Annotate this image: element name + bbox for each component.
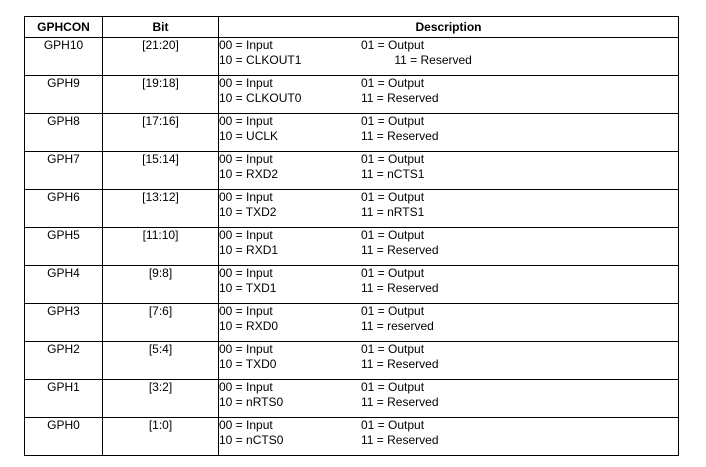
- bit-cell: [7:6]: [103, 304, 219, 342]
- desc-alt-function: 10 = RXD1: [219, 243, 279, 257]
- desc-alt-function: 10 = TXD1: [219, 281, 277, 295]
- bit-cell: [1:0]: [103, 418, 219, 456]
- desc-input: 00 = Input: [219, 418, 273, 432]
- header-description: Description: [219, 17, 679, 38]
- desc-output: 01 = Output: [361, 38, 425, 52]
- table-row: [25, 228, 679, 266]
- description-cell: [219, 228, 679, 266]
- desc-reserved: 11 = Reserved: [361, 395, 439, 409]
- description-cell: [219, 190, 679, 228]
- signal-cell: GPH0: [25, 418, 103, 456]
- signal-cell: GPH7: [25, 152, 103, 190]
- signal-cell: GPH5: [25, 228, 103, 266]
- desc-output: 01 = Output: [361, 190, 425, 204]
- signal-cell: GPH4: [25, 266, 103, 304]
- description-cell: [219, 304, 679, 342]
- bit-cell: [19:18]: [103, 76, 219, 114]
- description-cell: [219, 380, 679, 418]
- desc-output: 01 = Output: [361, 76, 425, 90]
- table-row: [25, 190, 679, 228]
- bit-cell: [5:4]: [103, 342, 219, 380]
- table-row: [25, 38, 679, 76]
- bit-cell: [9:8]: [103, 266, 219, 304]
- desc-input: 00 = Input: [219, 38, 273, 52]
- table-row: [25, 152, 679, 190]
- desc-alt-function: 10 = nCTS0: [219, 433, 284, 447]
- desc-output: 01 = Output: [361, 266, 425, 280]
- bit-cell: [3:2]: [103, 380, 219, 418]
- desc-reserved: 11 = Reserved: [361, 281, 439, 295]
- desc-alt-function: 10 = RXD0: [219, 319, 279, 333]
- description-cell: [219, 76, 679, 114]
- desc-input: 00 = Input: [219, 228, 273, 242]
- signal-cell: GPH10: [25, 38, 103, 76]
- desc-input: 00 = Input: [219, 266, 273, 280]
- table-row: [25, 342, 679, 380]
- description-cell: [219, 38, 679, 76]
- desc-reserved: 11 = Reserved: [361, 129, 439, 143]
- desc-reserved: 11 = Reserved: [361, 433, 439, 447]
- table-row: [25, 76, 679, 114]
- header-bit: Bit: [103, 17, 219, 38]
- desc-input: 00 = Input: [219, 304, 273, 318]
- desc-reserved: 11 = reserved: [361, 319, 434, 333]
- desc-output: 01 = Output: [361, 304, 425, 318]
- desc-reserved: 11 = Reserved: [361, 91, 439, 105]
- table-row: [25, 380, 679, 418]
- description-cell: [219, 152, 679, 190]
- table-row: [25, 304, 679, 342]
- bit-cell: [15:14]: [103, 152, 219, 190]
- desc-reserved: 11 = Reserved: [361, 243, 439, 257]
- bit-cell: [21:20]: [103, 38, 219, 76]
- bit-cell: [11:10]: [103, 228, 219, 266]
- desc-output: 01 = Output: [361, 380, 425, 394]
- table-row: [25, 114, 679, 152]
- signal-cell: GPH8: [25, 114, 103, 152]
- description-cell: [219, 342, 679, 380]
- desc-output: 01 = Output: [361, 152, 425, 166]
- signal-cell: GPH1: [25, 380, 103, 418]
- signal-cell: GPH2: [25, 342, 103, 380]
- desc-reserved: 11 = nRTS1: [361, 205, 425, 219]
- desc-input: 00 = Input: [219, 380, 273, 394]
- desc-alt-function: 10 = TXD2: [219, 205, 277, 219]
- signal-cell: GPH3: [25, 304, 103, 342]
- desc-alt-function: 10 = UCLK: [219, 129, 279, 143]
- desc-input: 00 = Input: [219, 76, 273, 90]
- desc-output: 01 = Output: [361, 228, 425, 242]
- register-table: [24, 16, 679, 456]
- header-gphcon: GPHCON: [25, 17, 103, 38]
- desc-alt-function: 10 = nRTS0: [219, 395, 284, 409]
- desc-output: 01 = Output: [361, 342, 425, 356]
- desc-alt-function: 10 = CLKOUT1: [219, 53, 302, 67]
- desc-reserved: 11 = Reserved: [361, 53, 472, 67]
- desc-input: 00 = Input: [219, 190, 273, 204]
- desc-reserved: 11 = Reserved: [361, 357, 439, 371]
- desc-input: 00 = Input: [219, 152, 273, 166]
- desc-output: 01 = Output: [361, 114, 425, 128]
- table-header-row: [25, 17, 679, 38]
- desc-input: 00 = Input: [219, 342, 273, 356]
- description-cell: [219, 266, 679, 304]
- bit-cell: [13:12]: [103, 190, 219, 228]
- desc-output: 01 = Output: [361, 418, 425, 432]
- table-row: [25, 418, 679, 456]
- description-cell: [219, 114, 679, 152]
- signal-cell: GPH9: [25, 76, 103, 114]
- table-row: [25, 266, 679, 304]
- desc-alt-function: 10 = TXD0: [219, 357, 277, 371]
- desc-alt-function: 10 = RXD2: [219, 167, 279, 181]
- signal-cell: GPH6: [25, 190, 103, 228]
- desc-reserved: 11 = nCTS1: [361, 167, 425, 181]
- bit-cell: [17:16]: [103, 114, 219, 152]
- desc-alt-function: 10 = CLKOUT0: [219, 91, 302, 105]
- desc-input: 00 = Input: [219, 114, 273, 128]
- description-cell: [219, 418, 679, 456]
